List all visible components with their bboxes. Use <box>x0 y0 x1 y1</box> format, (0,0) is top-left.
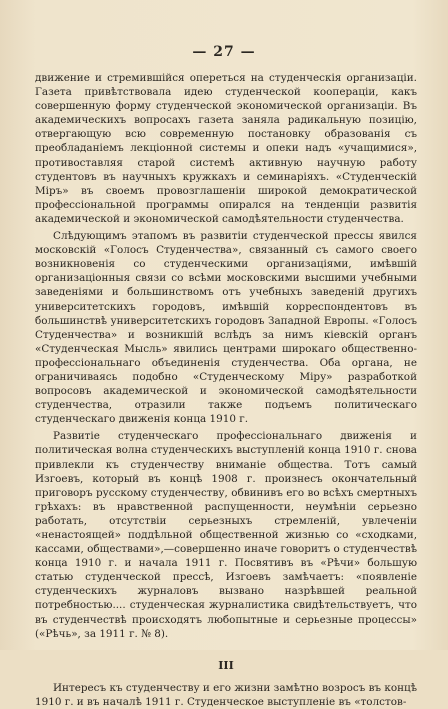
paragraph-3: Развитіе студенческаго профессіональнаго движенія и политическая волна студенческихъ выступленій конца 1910 г. снова привлекли къ студенчеству вниманіе общества. Тотъ самый Изгоевъ, который въ концѣ 1908 г. произнесъ окончательный приговоръ русскому студенчеству, обвинивъ его во всѣхъ смертныхъ грѣхахъ: въ нравственной распущенности, неумѣніи серьезно работать, отсутствіи серьезныхъ стремленій, увлеченіи «ненастоящей» поддѣльной общественной жизнью со «сходками, кассами, обществами»,—совершенно иначе говоритъ о студенчествѣ конца 1910 г. и начала 1911 г. Посвятивъ въ «Рѣчи» большую статью студенческой прессѣ, Изгоевъ замѣчаетъ: «появленіе студенческихъ журналовъ вызвано назрѣвшей реальной потребностью.... студенческая журналистика свидѣтельствуетъ, что въ студенчествѣ происходятъ любопытные и серьезные процессы» («Рѣчь», за 1911 г. № 8). <box>35 430 417 640</box>
paragraph-2: Слѣдующимъ этапомъ въ развитіи студенческой прессы явился московскій «Голосъ Студенчества», связанный съ самого своего возникновенія со студенческими организаціями, имѣвшій организаціонныя связи со всѣми московскими высшими учебными заведеніями и большинствомъ отъ учебныхъ заведеній другихъ университетскихъ городовъ, имѣвшій корреспондентовъ въ большинствѣ университетскихъ городовъ Западной Европы. «Голосъ Студенчества» и возникшій вслѣдъ за нимъ кіевскій органъ «Студенческая Мысль» явились центрами широкаго общественно-профессіональнаго объединенія студенчества. Оба органа, не ограничиваясь подобно «Студенческому Міру» разработкой вопросовъ академической и экономической самодѣятельности студенчества, отразили также подъемъ политическаго студенческаго движенія конца 1910 г. <box>35 230 417 426</box>
section-heading: III <box>218 658 234 672</box>
page-body <box>35 71 417 709</box>
paragraph-4: Интересъ къ студенчеству и его жизни замѣтно возросъ въ концѣ 1910 г. и въ началѣ 1911 г. Студенческое выступленіе въ «толстов- <box>35 681 417 708</box>
paragraph-1: движение и стремившійся опереться на студенческія организаціи. Газета привѣтствовала идею студенческой коопераціи, какъ совершенную форму студенческой экономической организаціи. Въ академическихъ вопросахъ газета заняла радикальную позицію, отвергающую всю современную постановку образованія съ преобладаніемъ лекціонной системы и опеки надъ «учащимися», противоставляя старой системѣ активную научную работу студентовъ въ научныхъ кружкахъ и семинаріяхъ. «Студенческій Міръ» въ своемъ провозглашеніи широкой демократической профессіональной программы опирался на тенденціи развитія академической и экономической самодѣятельности студенчества. <box>35 72 417 225</box>
page-number: — 27 — <box>192 44 256 60</box>
